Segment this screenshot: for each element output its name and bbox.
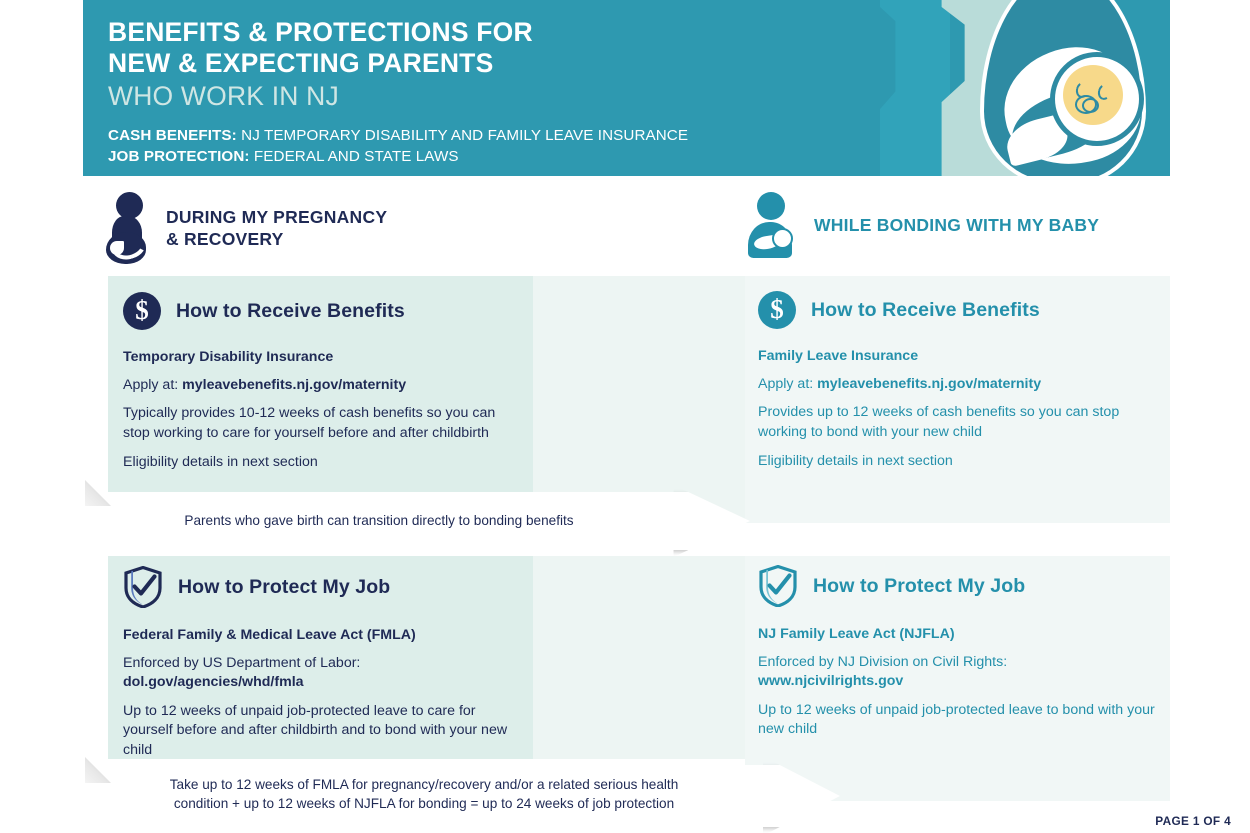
card-benefits-left-apply-label: Apply at: — [123, 377, 183, 394]
header-title-line1: BENEFITS & PROTECTIONS FOR — [108, 17, 533, 47]
card-benefits-right-apply — [758, 375, 1158, 394]
header-text-block — [108, 12, 928, 168]
parent-with-baby-illustration — [966, 0, 1150, 176]
card-benefits-right-description: Provides up to 12 weeks of cash benefits so you can stop working to bond with your new child — [758, 404, 1120, 440]
header-banner — [83, 0, 1170, 176]
card-benefits-right-header — [758, 291, 1158, 329]
job-protection-arrow-banner — [85, 757, 840, 833]
card-benefits-left — [123, 292, 523, 472]
card-benefits-right-apply-url[interactable]: myleavebenefits.nj.gov/maternity — [817, 376, 1042, 393]
card-job-left — [123, 566, 523, 769]
card-benefits-right-note: Eligibility details in next section — [758, 452, 953, 469]
card-benefits-right-apply-label: Apply at: — [758, 376, 818, 393]
card-job-right-description: Up to 12 weeks of unpaid job-protected leave to bond with your new child — [758, 701, 1155, 738]
card-job-right — [758, 565, 1158, 749]
transition-arrow-text: Parents who gave birth can transition directly to bonding benefits — [184, 513, 574, 528]
section-header-pregnancy — [106, 192, 387, 264]
job-protection-arrow-text — [85, 775, 763, 814]
card-benefits-left-description: Typically provides 10-12 weeks of cash benefits so you can stop working to care for yourself before and after childbirth — [123, 405, 496, 441]
card-benefits-left-apply-url[interactable]: myleavebenefits.nj.gov/maternity — [182, 377, 407, 394]
card-job-right-enforced — [758, 653, 1158, 691]
shield-check-icon — [123, 566, 163, 608]
card-benefits-left-title: How to Receive Benefits — [176, 299, 405, 322]
card-job-left-program: Federal Family & Medical Leave Act (FMLA) — [123, 627, 416, 643]
job-protection-arrow-line1: Take up to 12 weeks of FMLA for pregnancy/recovery and/or a related serious health — [169, 777, 679, 792]
card-job-left-header — [123, 566, 523, 608]
card-benefits-right-title: How to Receive Benefits — [811, 298, 1040, 321]
shield-check-icon — [758, 565, 798, 607]
card-job-right-enforced-url[interactable]: www.njcivilrights.gov — [758, 673, 904, 690]
section-label-pregnancy-line1: DURING MY PREGNANCY — [166, 206, 388, 227]
header-cash-benefits-row — [108, 125, 928, 147]
dollar-circle-icon: $ — [123, 292, 161, 330]
card-job-left-enforced — [123, 654, 523, 692]
card-benefits-left-program: Temporary Disability Insurance — [123, 349, 334, 365]
header-cash-benefits-value: NJ TEMPORARY DISABILITY AND FAMILY LEAVE INSURANCE — [236, 126, 689, 144]
card-job-left-enforced-label: Enforced by US Department of Labor: — [123, 655, 361, 672]
illustration-baby-head — [1050, 52, 1144, 146]
illustration-baby-face — [1063, 65, 1123, 125]
card-job-left-enforced-url[interactable]: dol.gov/agencies/whd/fmla — [123, 674, 304, 691]
page-number: PAGE 1 OF 4 — [1155, 814, 1231, 828]
card-background-job-left-extension — [533, 556, 745, 759]
card-benefits-left-header — [123, 292, 523, 330]
header-job-protection-label: JOB PROTECTION: — [108, 148, 250, 166]
section-label-pregnancy-line2: & RECOVERY — [166, 229, 284, 249]
card-benefits-left-note: Eligibility details in next section — [123, 453, 318, 470]
card-job-right-title: How to Protect My Job — [813, 574, 1026, 597]
section-label-bonding: WHILE BONDING WITH MY BABY — [814, 214, 1100, 235]
card-job-left-title: How to Protect My Job — [178, 575, 391, 598]
header-title-line2: NEW & EXPECTING PARENTS — [108, 48, 494, 78]
dollar-circle-icon: $ — [758, 291, 796, 329]
card-job-right-program: NJ Family Leave Act (NJFLA) — [758, 626, 955, 642]
illustration-baby-eye-right — [1096, 83, 1112, 102]
section-header-bonding — [748, 192, 1099, 258]
header-cash-benefits-label: CASH BENEFITS: — [108, 126, 237, 144]
job-protection-arrow-line2: condition + up to 12 weeks of NJFLA for bonding = up to 24 weeks of job protection — [173, 796, 675, 812]
illustration-baby-cheek — [1082, 98, 1099, 113]
header-subtitle-block — [108, 125, 928, 168]
transition-arrow-banner — [85, 480, 750, 550]
card-benefits-right-program: Family Leave Insurance — [758, 348, 919, 364]
card-job-right-enforced-label: Enforced by NJ Division on Civil Rights: — [758, 654, 1008, 671]
card-benefits-left-apply — [123, 376, 523, 395]
card-job-right-header — [758, 565, 1158, 607]
parent-holding-baby-icon — [748, 192, 792, 258]
card-benefits-right — [758, 291, 1158, 471]
section-label-pregnancy — [166, 206, 387, 251]
pregnant-person-icon — [106, 192, 148, 264]
header-title-line3: WHO WORK IN NJ — [108, 81, 339, 111]
header-job-protection-value: FEDERAL AND STATE LAWS — [249, 148, 459, 166]
card-job-left-description: Up to 12 weeks of unpaid job-protected leave to care for yourself before and after childbirth and to bond with your new child — [123, 702, 508, 758]
header-job-protection-row — [108, 146, 928, 168]
